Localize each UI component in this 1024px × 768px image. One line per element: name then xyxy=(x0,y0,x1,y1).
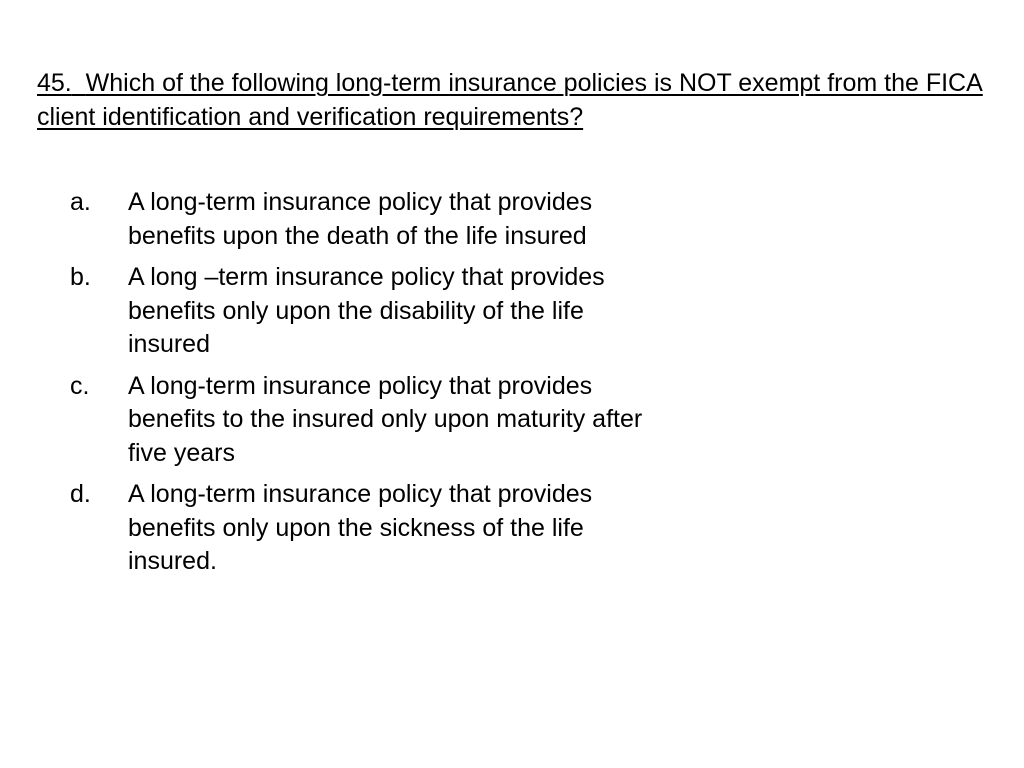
option-letter: b. xyxy=(70,263,91,291)
option-text: A long-term insurance policy that provides benefits only upon the sickness of the life insured. xyxy=(128,480,593,575)
option-d xyxy=(70,478,670,579)
option-a xyxy=(70,186,670,253)
question-heading xyxy=(37,66,997,134)
option-text: A long –term insurance policy that provides benefits only upon the disability of the life insured xyxy=(128,263,605,358)
option-text: A long-term insurance policy that provides benefits to the insured only upon maturity after five years xyxy=(128,371,643,467)
option-c xyxy=(70,370,670,471)
option-letter: c. xyxy=(70,371,90,400)
question-text: Which of the following long-term insurance policies is NOT exempt from the FICA client identification and verification requirements? xyxy=(37,69,983,131)
option-letter: a. xyxy=(70,188,91,216)
option-b xyxy=(70,261,670,362)
option-letter: d. xyxy=(70,480,91,508)
question-number: 45. xyxy=(37,69,72,97)
option-text: A long-term insurance policy that provides benefits upon the death of the life insured xyxy=(128,188,593,250)
answer-options xyxy=(70,186,670,587)
